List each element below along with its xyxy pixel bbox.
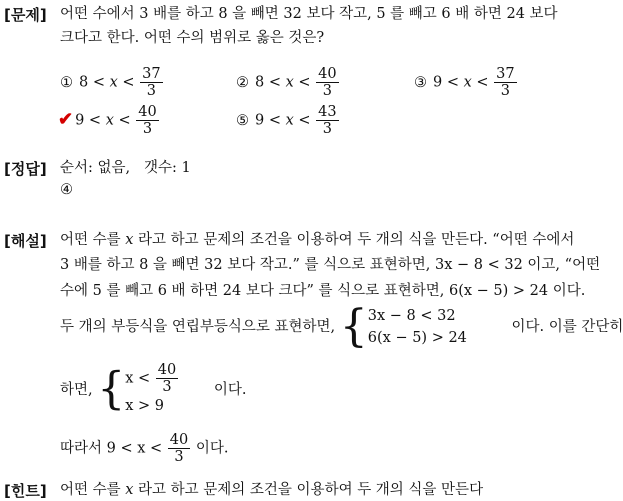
answer-order: 순서: 없음, 갯수: 1: [60, 160, 191, 176]
explanation-line-4: 두 개의 부등식을 연립부등식으로 표현하면, { 3x − 8 < 32 6(x − 5) > 24 이다. 이를 간단히: [60, 301, 623, 352]
explanation-line-5: 하면, { x < $\frac{40}{3}$ x > 9 이다.: [60, 362, 246, 417]
explanation-line-2: 3 배를 하고 8 을 빼면 32 보다 작고.” 를 식으로 표현하면, 3x − 8 < 32 이고, “어떤: [60, 257, 601, 273]
left-brace: {: [97, 363, 126, 415]
hint-text: 어떤 수를 x 라고 하고 문제의 조건을 이용하여 두 개의 식을 만든다: [60, 482, 484, 498]
fraction: $\frac{37}{3}$: [496, 66, 515, 99]
fraction: $\frac{43}{3}$: [318, 104, 337, 137]
left-brace: {: [339, 301, 368, 352]
fraction: $\frac{40}{3}$: [138, 104, 157, 137]
option-marker: ⑤: [236, 112, 249, 129]
option-3[interactable]: ③ 9 < x < $\frac{37}{3}$: [414, 66, 515, 99]
option-marker: ②: [236, 74, 249, 91]
explanation-line-1: 어떤 수를 x 라고 하고 문제의 조건을 이용하여 두 개의 식을 만든다. “어떤 수에서: [60, 232, 575, 248]
explanation-line-3: 수에 5 를 빼고 6 배 하면 24 보다 크다” 를 식으로 표현하면, 6(x − 5) > 24 이다.: [60, 283, 586, 299]
option-2[interactable]: ② 8 < x < $\frac{40}{3}$: [236, 66, 337, 99]
problem-line-2: 크다고 한다. 어떤 수의 범위로 옳은 것은?: [60, 30, 325, 46]
explanation-tag: [해설]: [4, 232, 47, 250]
answer-value: ④: [60, 182, 73, 198]
hint-tag: [힌트]: [4, 482, 47, 500]
option-5[interactable]: ⑤ 9 < x < $\frac{43}{3}$: [236, 104, 337, 137]
option-marker: ①: [60, 74, 73, 91]
option-marker: ③: [414, 74, 427, 91]
explanation-line-6: 따라서 9 < x < $\frac{40}{3}$ 이다.: [60, 432, 229, 465]
problem-tag: [문제]: [4, 6, 47, 24]
option-4[interactable]: ✔ 9 < x < $\frac{40}{3}$: [58, 104, 157, 137]
answer-tag: [정답]: [4, 160, 47, 178]
fraction: $\frac{37}{3}$: [142, 66, 161, 99]
checkmark-icon: ✔: [58, 108, 74, 130]
problem-line-1: 어떤 수에서 3 배를 하고 8 을 빼면 32 보다 작고, 5 를 빼고 6 배 하면 24 보다: [60, 6, 558, 22]
inequality-system: 3x − 8 < 32 6(x − 5) > 24: [367, 308, 467, 346]
inequality-system: x < $\frac{40}{3}$ x > 9: [125, 362, 177, 414]
option-1[interactable]: ① 8 < x < $\frac{37}{3}$: [60, 66, 161, 99]
fraction: $\frac{40}{3}$: [318, 66, 337, 99]
